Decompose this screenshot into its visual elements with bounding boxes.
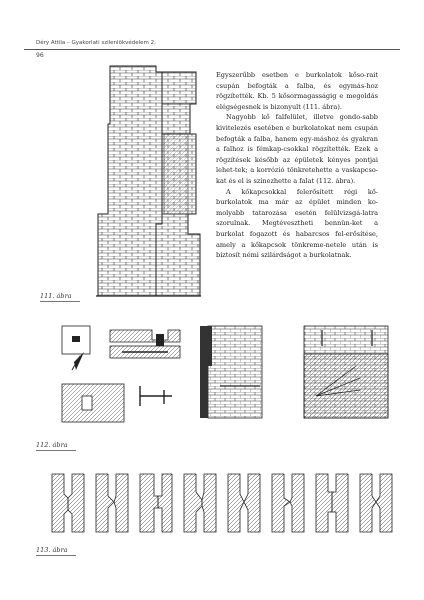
figure-111-wall-section <box>96 64 201 298</box>
header-rule <box>24 49 400 50</box>
figure-113-joint-profiles <box>50 472 396 534</box>
paragraph-1: Egyszerűbb esetben e burkolatok kőso-rait csupán befogták a falba, és egymás-hoz rögzítették. Kb. 5 kősormagasságig e megoldás elégségesnek is bizonyult (111. ábra). <box>216 71 378 111</box>
figure-113-caption-text: 113. ábra <box>36 546 68 554</box>
figure-112-caption <box>36 441 76 449</box>
figure-111-caption <box>40 292 80 300</box>
figure-113-caption-underline <box>36 555 76 556</box>
figure-111-caption-underline <box>40 301 80 302</box>
paragraph-3: A kőkapcsokkal felerősített régi kő-burkolatok ma már az épület minden ko-molyabb tatarozása esetén felülvizsgá-latra szorulnak. Megtévesztheti bennün-ket a burkolat fogazott és habarcsos fel-erősítése, amely a kőkapcsok tönkreme-netele után is biztosít némi szilárdságot a burkolatnak. <box>216 187 378 260</box>
body-text <box>216 70 378 261</box>
running-title: Déry Attila – Gyakorlati szilenlökvédelem 2. <box>36 40 156 46</box>
figure-112-caption-text: 112. ábra <box>36 441 68 449</box>
paragraph-2: Nagyobb kő falfelület, illetve gondo-sabb kivitelezés esetében e burkolatokat nem csupán befogták a falba, hanem egy-máshoz és gyakran a falhoz is fémkap-csokkal rögzítették. Ezek a rögzítések később az épületek kényes pontjai lehet-tek; a korrózió tönkretehette a vaskapcso-kat és el is színezhette a falat (112. ábra). <box>216 113 378 185</box>
figure-112-caption-underline <box>36 450 76 451</box>
page-number: 96 <box>36 52 44 59</box>
figure-112-cramp-details <box>60 326 390 426</box>
figure-111-caption-text: 111. ábra <box>40 292 72 300</box>
figure-113-caption <box>36 546 76 554</box>
